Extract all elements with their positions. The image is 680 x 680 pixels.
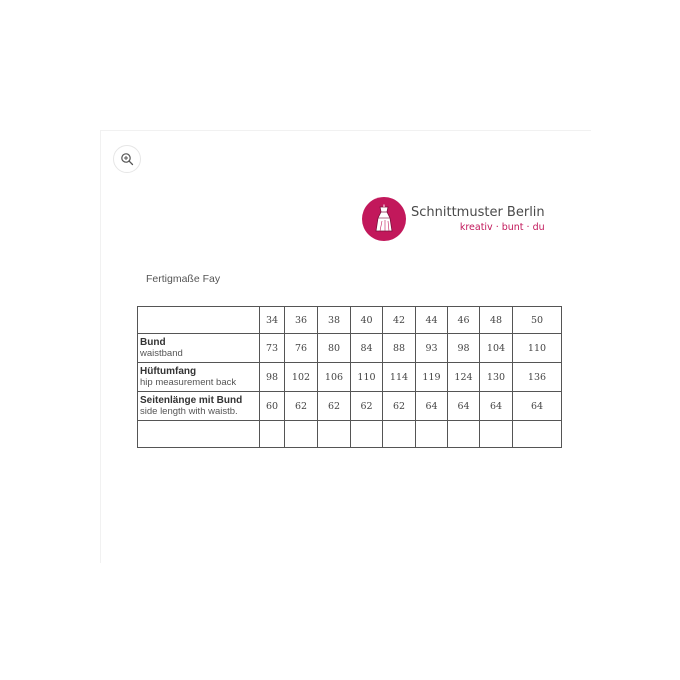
empty-cell xyxy=(383,421,416,448)
measurement-cell: 102 xyxy=(285,363,318,392)
size-header-cell: 38 xyxy=(318,307,351,334)
empty-cell xyxy=(351,421,383,448)
empty-cell xyxy=(285,421,318,448)
table-row xyxy=(138,363,562,392)
measurement-cell: 98 xyxy=(448,334,480,363)
measurement-cell: 110 xyxy=(513,334,562,363)
size-header-cell: 42 xyxy=(383,307,416,334)
row-label-cell xyxy=(138,363,260,392)
table-row xyxy=(138,334,562,363)
size-table xyxy=(137,306,562,448)
empty-cell xyxy=(448,421,480,448)
measurement-cell: 98 xyxy=(260,363,285,392)
row-label-cell xyxy=(138,334,260,363)
brand-name: Schnittmuster Berlin xyxy=(411,204,545,220)
empty-cell xyxy=(513,421,562,448)
size-header-cell: 44 xyxy=(416,307,448,334)
measurement-cell: 130 xyxy=(480,363,513,392)
row-label-cell xyxy=(138,392,260,421)
measurement-cell: 124 xyxy=(448,363,480,392)
size-header-cell: 46 xyxy=(448,307,480,334)
table-row xyxy=(138,392,562,421)
table-corner-cell xyxy=(138,307,260,334)
measurement-cell: 114 xyxy=(383,363,416,392)
measurement-cell: 110 xyxy=(351,363,383,392)
size-header-cell: 40 xyxy=(351,307,383,334)
table-header-row xyxy=(138,307,562,334)
size-header-cell: 34 xyxy=(260,307,285,334)
measurement-cell: 84 xyxy=(351,334,383,363)
row-label-german: Bund xyxy=(140,337,166,348)
empty-cell xyxy=(260,421,285,448)
measurement-cell: 136 xyxy=(513,363,562,392)
measurement-cell: 106 xyxy=(318,363,351,392)
brand-tagline: kreativ · bunt · du xyxy=(459,221,545,233)
measurement-cell: 76 xyxy=(285,334,318,363)
row-label-german: Hüftumfang xyxy=(140,366,197,377)
measurement-cell: 88 xyxy=(383,334,416,363)
row-label-english: hip measurement back xyxy=(140,377,237,388)
brand-text xyxy=(411,205,545,234)
empty-cell xyxy=(480,421,513,448)
measurement-cell: 62 xyxy=(351,392,383,421)
measurement-cell: 104 xyxy=(480,334,513,363)
measurement-cell: 73 xyxy=(260,334,285,363)
measurement-cell: 62 xyxy=(383,392,416,421)
measurement-cell: 62 xyxy=(318,392,351,421)
empty-cell xyxy=(318,421,351,448)
measurement-cell: 93 xyxy=(416,334,448,363)
empty-cell xyxy=(416,421,448,448)
dress-form-icon xyxy=(362,197,406,241)
row-label-english: waistband xyxy=(140,348,183,359)
row-label-german: Seitenlänge mit Bund xyxy=(140,395,243,406)
measurement-cell: 119 xyxy=(416,363,448,392)
measurement-cell: 62 xyxy=(285,392,318,421)
row-label-english: side length with waistb. xyxy=(140,406,238,417)
empty-table-row xyxy=(138,421,562,448)
size-header-cell: 36 xyxy=(285,307,318,334)
zoom-in-icon xyxy=(120,152,134,166)
brand-logo xyxy=(362,197,545,241)
measurement-cell: 64 xyxy=(416,392,448,421)
size-header-cell: 48 xyxy=(480,307,513,334)
measurement-cell: 64 xyxy=(513,392,562,421)
empty-cell xyxy=(138,421,260,448)
measurement-cell: 60 xyxy=(260,392,285,421)
measurement-cell: 64 xyxy=(480,392,513,421)
measurement-cell: 64 xyxy=(448,392,480,421)
zoom-button[interactable] xyxy=(113,145,141,173)
measurement-cell: 80 xyxy=(318,334,351,363)
size-header-cell: 50 xyxy=(513,307,562,334)
document-title: Fertigmaße Fay xyxy=(146,273,221,285)
